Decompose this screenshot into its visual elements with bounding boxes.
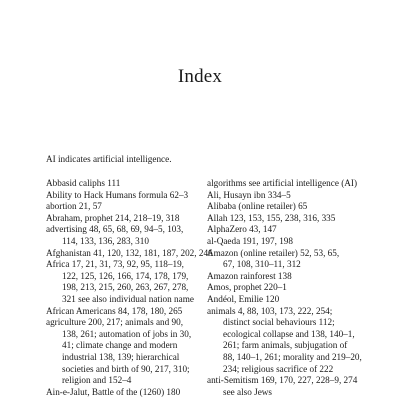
index-entry (46, 387, 196, 399)
page-title: Index (177, 66, 223, 87)
index-entry (207, 201, 372, 213)
index-entry-line: African Americans 84, 178, 180, 265 (46, 305, 183, 316)
index-entry (207, 294, 372, 306)
index-entry (46, 201, 196, 213)
index-entry-line: societies and birth of 90, 217, 310; (62, 363, 190, 374)
index-entry-line: ecological collapse and 138, 140–1, (223, 328, 355, 339)
index-entry-line: 114, 133, 136, 283, 310 (62, 235, 149, 246)
index-entry-line: Allah 123, 153, 155, 238, 316, 335 (207, 212, 336, 223)
index-entry-line: Amazon rainforest 138 (207, 270, 292, 281)
index-entry-line: Ali, Husayn ibn 334–5 (207, 189, 291, 200)
index-entry-line: see also Jews (223, 386, 272, 397)
index-entry-line: 198, 213, 215, 260, 263, 267, 278, (62, 282, 189, 293)
index-entry-line: 67, 108, 310–11, 312 (223, 259, 301, 270)
index-entry (207, 306, 372, 376)
index-entry-line: Africa 17, 21, 31, 73, 92, 95, 118–19, (46, 259, 184, 270)
index-entry-line: Afghanistan 41, 120, 132, 181, 187, 202, 246 (46, 247, 213, 258)
index-entry (207, 282, 372, 294)
index-entry (207, 213, 372, 225)
index-entry-line: 261; farm animals, subjugation of (223, 340, 348, 351)
index-entry-line: 138, 261; automation of jobs in 30, (62, 328, 192, 339)
index-entry (46, 224, 196, 247)
index-column-left (46, 178, 213, 398)
index-entry-line: anti-Semitism 169, 170, 227, 228–9, 274 (207, 375, 358, 386)
index-entry (46, 213, 196, 225)
index-entry-line: AlphaZero 43, 147 (207, 224, 277, 235)
index-entry-line: 234; religious sacrifice of 222 (223, 363, 334, 374)
index-entry (46, 178, 196, 190)
index-entry-line: Amazon (online retailer) 52, 53, 65, (207, 247, 340, 258)
index-entry-line: 88, 140–1, 261; morality and 219–20, (223, 351, 362, 362)
index-entry-line: 122, 125, 126, 166, 174, 178, 179, (62, 270, 189, 281)
index-entry-line: Amos, prophet 220–1 (207, 282, 287, 293)
index-entry (207, 190, 372, 202)
index-entry (46, 259, 196, 305)
index-entry (207, 224, 372, 236)
index-entry-line: distinct social behaviours 112; (223, 317, 335, 328)
index-entry-line: algorithms see artificial intelligence (AI) (207, 178, 358, 188)
index-entry (46, 190, 196, 202)
index-entry (207, 271, 372, 283)
index-entry-line: religion and 152–4 (62, 375, 132, 386)
index-entry (46, 247, 213, 260)
index-entry (46, 317, 196, 387)
index-entry (207, 178, 372, 190)
index-entry-line: Ability to Hack Humans formula 62–3 (46, 189, 189, 200)
index-entry-line: agriculture 200, 217; animals and 90, (46, 317, 184, 328)
index-entry-line: al-Qaeda 191, 197, 198 (207, 235, 293, 246)
index-entry-line: advertising 48, 65, 68, 69, 94–5, 103, (46, 224, 184, 235)
index-entry-line: 41; climate change and modern (62, 340, 178, 351)
index-entry-line: Alibaba (online retailer) 65 (207, 201, 308, 212)
index-entry-line: abortion 21, 57 (46, 201, 102, 212)
index-entry (207, 236, 372, 248)
index-entry-line: Abbasid caliphs 111 (46, 178, 121, 188)
index-entry-line: animals 4, 88, 103, 173, 222, 254; (207, 305, 333, 316)
index-note: AI indicates artificial intelligence. (46, 154, 172, 164)
index-entry (207, 248, 372, 271)
index-entry (207, 375, 372, 398)
index-entry-line: Abraham, prophet 214, 218–19, 318 (46, 212, 180, 223)
index-entry (46, 306, 196, 318)
index-entry-line: Andéol, Emilie 120 (207, 293, 280, 304)
index-column-right (207, 178, 372, 398)
index-entry-line: industrial 138, 139; hierarchical (62, 351, 180, 362)
index-entry-line: Ain-e-Jalut, Battle of the (1260) 180 (46, 386, 181, 397)
index-entry-line: 321 see also individual nation name (62, 293, 194, 304)
